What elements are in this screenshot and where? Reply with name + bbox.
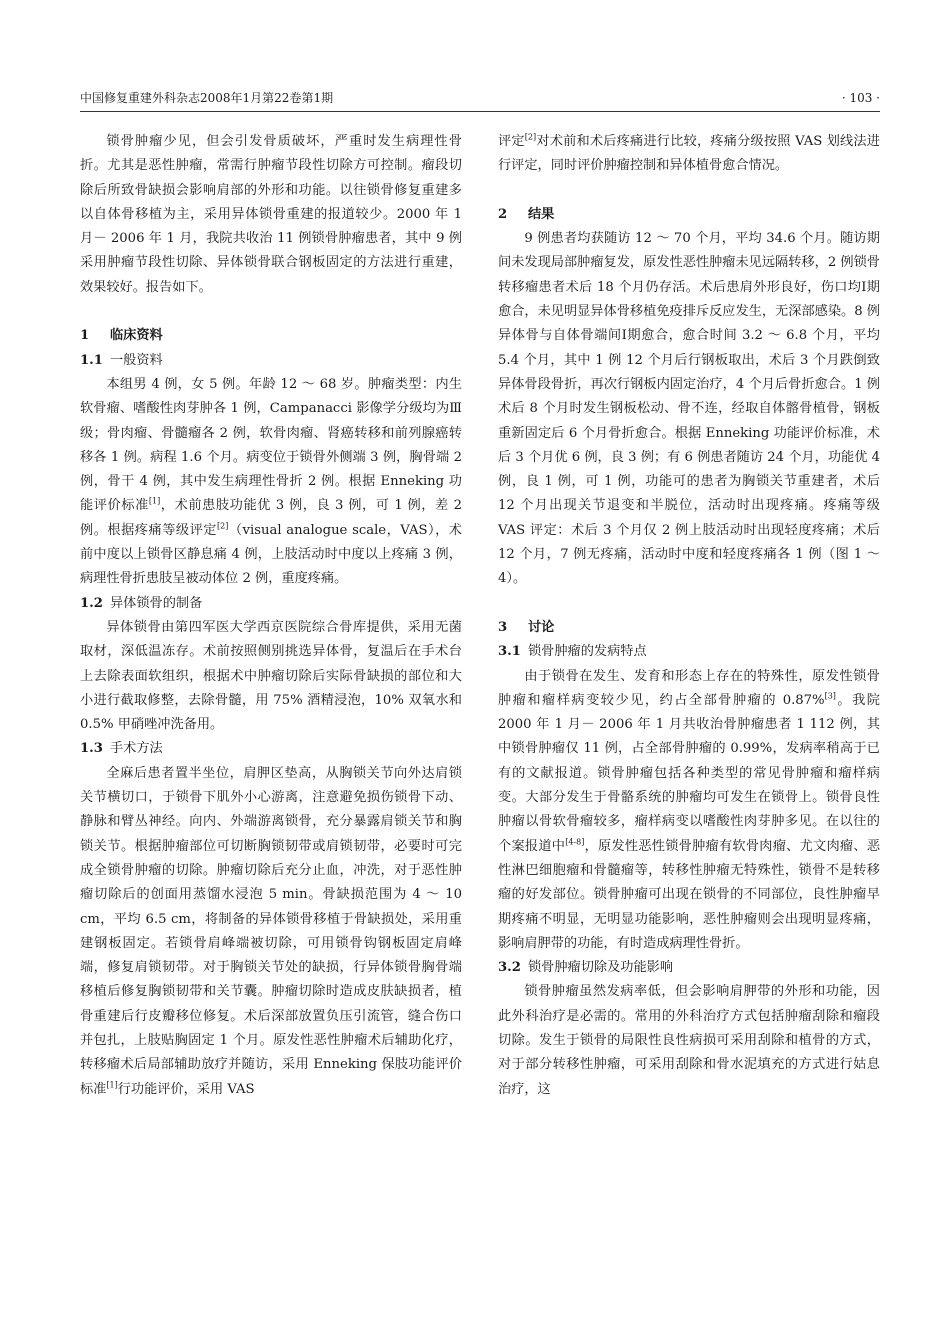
citation: [1] — [148, 497, 161, 507]
running-header — [80, 88, 880, 108]
citation: [4-8] — [565, 837, 585, 847]
citation: [2] — [216, 521, 229, 531]
section-1-2-heading: 1.2 异体锁骨的制备 — [80, 595, 203, 611]
section-1-3-continued: 评定[2]对术前和术后疼痛进行比较，疼痛分级按照 VAS 划线法进行评定，同时评价肿瘤控制和异体植骨愈合情况。 — [498, 132, 880, 174]
section-3-1-heading: 3.1 锁骨肿瘤的发病特点 — [498, 644, 647, 660]
left-column — [80, 130, 462, 1102]
section-1-3-heading: 1.3 手术方法 — [80, 741, 163, 757]
section-1-heading: 1 临床资料 — [80, 328, 163, 344]
section-2-heading: 2 结果 — [498, 206, 555, 222]
section-1-1-paragraph: 本组男 4 例，女 5 例。年龄 12 ～ 68 岁。肿瘤类型：内生软骨瘤、嗜酸性肉芽肿各 1 例，Campanacci 影像学分级均为Ⅲ级；骨肉瘤、骨髓瘤各 2 例，软骨肉瘤、肾癌转移和前列腺癌转移各 1 例。病程 1.6 个月。病变位于锁骨外侧端 3 例，胸骨端 2 例，骨干 4 例，其中发生病理性骨折 2 例。根据 Enneking 功能评价标准[1]，术前患肢功能优 3 例，良 3 例，可 1 例，差 2 例。根据疼痛等级评定[2]（visual analogue scale，VAS），术前中度以上锁骨区静息痛 4 例，上肢活动时中度以上疼痛 3 例，病理性骨折患肢呈被动体位 2 例，重度疼痛。 — [80, 376, 462, 587]
section-1-1-heading: 1.1 一般资料 — [80, 352, 163, 368]
citation: [1] — [106, 1080, 118, 1090]
journal-title: 中国修复重建外科杂志2008年1月第22卷第1期 — [80, 91, 334, 105]
results-paragraph: 9 例患者均获随访 12 ～ 70 个月，平均 34.6 个月。随访期间未发现局部肿瘤复发，原发性恶性肿瘤未见远隔转移，2 例锁骨转移瘤患者术后 18 个月仍存活。术后患肩外形良好，伤口均Ⅰ期愈合，未见明显异体骨移植免疫排斥反应发生，无深部感染。8 例异体骨与自体骨端间Ⅰ期愈合，愈合时间 3.2 ～ 6.8 个月，平均 5.4 个月，其中 1 例 12 个月后行钢板取出，术后 3 个月跌倒致异体骨段骨折，再次行钢板内固定治疗，4 个月后骨折愈合。1 例术后 8 个月时发生钢板松动、骨不连，经取自体髂骨植骨，钢板重新固定后 6 个月骨折愈合。根据 Enneking 功能评价标准，术后 3 个月优 6 例，良 3 例；有 6 例患者随访 24 个月，功能优 4 例，良 1 例，可 1 例，功能可的患者为胸锁关节重建者，术后 12 个月出现关节退变和半脱位，活动时出现疼痛。疼痛等级 VAS 评定：术后 3 个月仅 2 例上肢活动时出现轻度疼痛；术后 12 个月，7 例无疼痛，活动时中度和轻度疼痛各 1 例（图 1 ～ 4）。 — [498, 231, 880, 587]
page-number: · 103 · — [841, 91, 880, 105]
section-3-1-paragraph: 由于锁骨在发生、发育和形态上存在的特殊性，原发性锁骨肿瘤和瘤样病变较少见，约占全部骨肿瘤的 0.87%[3]。我院 2000 年 1 月－ 2006 年 1 月共收治骨肿瘤患者 1 112 例，其中锁骨肿瘤仅 11 例，占全部骨肿瘤的 0.99%，发病率稍高于已有的文献报道。锁骨肿瘤包括各种类型的常见骨肿瘤和瘤样病变。大部分发生于骨骼系统的肿瘤均可发生在锁骨上。锁骨良性肿瘤以骨软骨瘤较多，瘤样病变以嗜酸性肉芽肿多见。在以往的个案报道中[4-8]，原发性恶性锁骨肿瘤有软骨肉瘤、尤文肉瘤、恶性淋巴细胞瘤和骨髓瘤等，转移性肿瘤无特殊性，锁骨不是转移瘤的好发部位。锁骨肿瘤可出现在锁骨的不同部位，良性肿瘤早期疼痛不明显，无明显功能影响，恶性肿瘤则会出现明显疼痛，影响肩胛带的功能，有时造成病理性骨折。 — [498, 668, 881, 951]
citation: [3] — [824, 691, 836, 701]
section-3-2-paragraph: 锁骨肿瘤虽然发病率低，但会影响肩胛带的外形和功能，因此外科治疗是必需的。常用的外科治疗方式包括肿瘤刮除和瘤段切除。发生于锁骨的局限性良性病损可采用刮除和植骨的方式，对于部分转移性肿瘤，可采用刮除和骨水泥填充的方式进行姑息治疗，这 — [498, 984, 880, 1097]
right-column — [498, 130, 880, 1102]
section-3-2-heading: 3.2 锁骨肿瘤切除及功能影响 — [498, 960, 674, 976]
citation: [2] — [524, 132, 537, 142]
header-rule — [80, 111, 880, 112]
section-1-3-paragraph: 全麻后患者置半坐位，肩胛区垫高，从胸锁关节向外达肩锁关节横切口，于锁骨下肌外小心游离，注意避免损伤锁骨下动、静脉和臂丛神经。向内、外端游离锁骨，充分暴露肩锁关节和胸锁关节。根据肿瘤部位可切断胸锁韧带或肩锁韧带，必要时可完成全锁骨肿瘤的切除。肿瘤切除后充分止血，冲洗，对于恶性肿瘤切除后的创面用蒸馏水浸泡 5 min。骨缺损范围为 4 ～ 10 cm，平均 6.5 cm，将制备的异体锁骨移植于骨缺损处，采用重建钢板固定。若锁骨肩峰端被切除，可用锁骨钩钢板固定肩峰端，修复肩锁韧带。对于胸锁关节处的缺损，行异体锁骨胸骨端移植后修复胸锁韧带和关节囊。肿瘤切除时造成皮肤缺损者，植骨重建后行皮瓣移位修复。术后深部放置负压引流管，缝合伤口并包扎，上肢贴胸固定 1 个月。原发性恶性肿瘤术后辅助化疗，转移瘤术后局部辅助放疗并随访，采用 Enneking 保肢功能评价标准[1]行功能评价，采用 VAS — [80, 765, 462, 1097]
section-1-2-paragraph: 异体锁骨由第四军医大学西京医院综合骨库提供，采用无菌取材，深低温冻存。术前按照侧别挑选异体骨，复温后在手术台上去除表面软组织，根据术中肿瘤切除后实际骨缺损的部位和大小进行截取修整，去除骨髓，用 75% 酒精浸泡，10% 双氧水和 0.5% 甲硝唑冲洗备用。 — [80, 619, 462, 733]
section-3-heading: 3 讨论 — [498, 619, 555, 635]
intro-paragraph: 锁骨肿瘤少见，但会引发骨质破坏，严重时发生病理性骨折。尤其是恶性肿瘤，常需行肿瘤节段性切除方可控制。瘤段切除后所致骨缺损会影响肩部的外形和功能。以往锁骨修复重建多以自体骨移植为主，采用异体锁骨重建的报道较少。2000 年 1 月－ 2006 年 1 月，我院共收治 11 例锁骨肿瘤患者，其中 9 例采用肿瘤节段性切除、异体锁骨联合钢板固定的方法进行重建，效果较好。报告如下。 — [80, 134, 462, 295]
